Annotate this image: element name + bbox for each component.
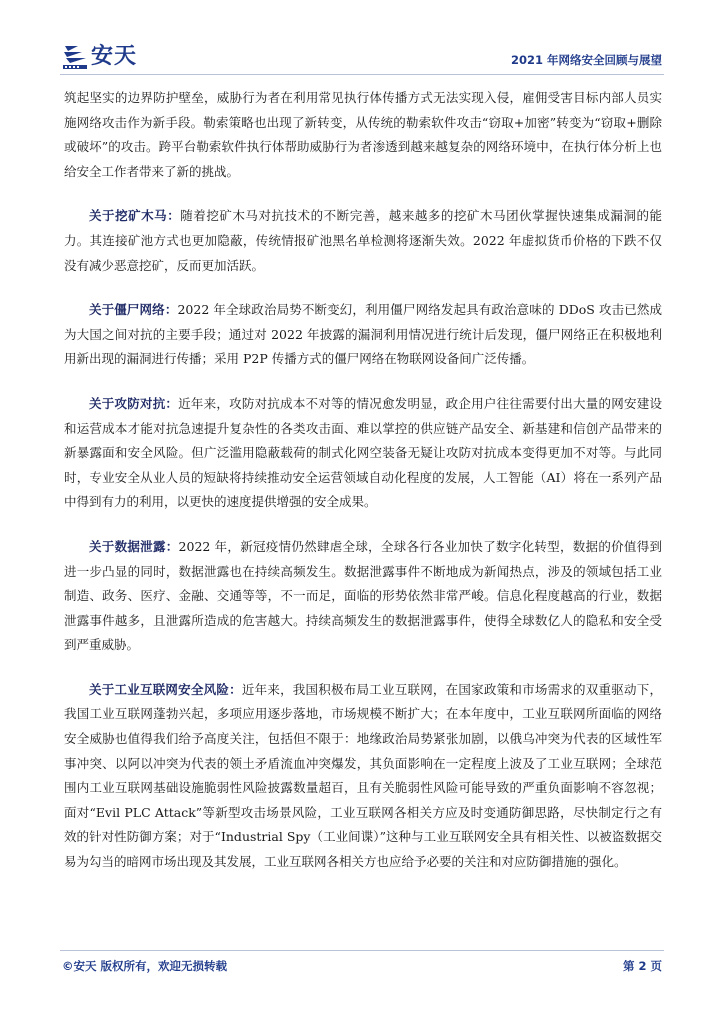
- page-number: 第 2 页: [622, 959, 662, 973]
- paragraph-text: 2022 年，新冠疫情仍然肆虐全球，全球各行各业加快了数字化转型，数据的价值得到进一步凸显的同时，数据泄露也在持续高频发生。数据泄露事件不断地成为新闻热点，涉及的领域包括工业制造、政务、医疗、金融、交通等等，不一而足，面临的形势依然非常严峻。信息化程度越高的行业，数据泄露事件越多，且泄露所造成的危害越大。持续高频发生的数据泄露事件，使得全球数亿人的隐私和安全受到严重威胁。: [64, 538, 662, 653]
- document-title: 2021 年网络安全回顾与展望: [510, 53, 662, 67]
- footer-divider: [60, 950, 664, 951]
- antiy-logo-icon: [62, 42, 88, 70]
- paragraph-term: 关于数据泄露：: [89, 538, 179, 554]
- paragraph-term: 关于挖矿木马：: [89, 208, 181, 224]
- paragraph-term: 关于攻防对抗：: [89, 395, 179, 411]
- paragraph-text: 随着挖矿木马对抗技术的不断完善，越来越多的挖矿木马团伙掌握快速集成漏洞的能力。其连接矿池方式也更加隐蔽，传统情报矿池黑名单检测将逐渐失效。2022 年虚拟货币价格的下跌不仅没有减少恶意挖矿，反而更加活跃。: [64, 208, 662, 273]
- paragraph-text: 近年来，攻防对抗成本不对等的情况愈发明显，政企用户往往需要付出大量的网安建设和运营成本才能对抗急速提升复杂性的各类攻击面、难以掌控的供应链产品安全、新基建和信创产品带来的新暴露面和安全风险。但广泛滥用隐蔽载荷的制式化网空装备无疑让攻防对抗成本变得更加不对等。与此同时，专业安全从业人员的短缺将持续推动安全运营领域自动化程度的发展，人工智能（AI）将在一系列产品中得到有力的利用，以更快的速度提供增强的安全成果。: [64, 395, 662, 510]
- paragraph-intro: [64, 86, 662, 184]
- paragraph-term: 关于僵尸网络：: [89, 302, 178, 318]
- paragraph-industrial-internet: [64, 678, 662, 875]
- paragraph-offense-defense: [64, 392, 662, 515]
- paragraph-term: 关于工业互联网安全风险：: [89, 681, 242, 697]
- logo-text: 安天: [91, 44, 138, 69]
- copyright-notice: ©安天 版权所有，欢迎无损转载: [62, 959, 228, 973]
- paragraph-text: 2022 年全球政治局势不断变幻，利用僵尸网络发起具有政治意味的 DDoS 攻击已然成为大国之间对抗的主要手段；通过对 2022 年披露的漏洞利用情况进行统计后发现，僵尸网络正在积极地利用新出现的漏洞进行传播；采用 P2P 传播方式的僵尸网络在物联网设备间广泛传播。: [64, 302, 662, 367]
- paragraph-data-leak: [64, 535, 662, 658]
- paragraph-text: 近年来，我国积极布局工业互联网，在国家政策和市场需求的双重驱动下，我国工业互联网蓬勃兴起，多项应用逐步落地，市场规模不断扩大；在本年度中，工业互联网所面临的网络安全威胁也值得我们给予高度关注，包括但不限于：地缘政治局势紧张加剧，以俄乌冲突为代表的区域性军事冲突、以阿以冲突为代表的领土矛盾流血冲突爆发，其负面影响在一定程度上波及了工业互联网；全球范围内工业互联网基础设施脆弱性风险披露数量超百，且有关脆弱性风险可能导致的严重负面影响不容忽视；面对“Evil PLC Attack”等新型攻击场景风险，工业互联网各相关方应及时变通防御思路，尽快制定行之有效的针对性防御方案；对于“Industrial Spy（工业间谍）”这种与工业互联网安全具有相关性、以被盗数据交易为勾当的暗网市场出现及其发展，工业互联网各相关方也应给予必要的关注和对应防御措施的强化。: [64, 681, 662, 870]
- logo: [62, 42, 137, 70]
- paragraph-text: 筑起坚实的边界防护壁垒，威胁行为者在利用常见执行体传播方式无法实现入侵，雇佣受害目标内部人员实施网络攻击作为新手段。勒索策略也出现了新转变，从传统的勒索软件攻击“窃取+加密”转变为“窃取+删除或破坏”的攻击。跨平台勒索软件执行体帮助威胁行为者渗透到越来越复杂的网络环境中，在执行体分析上也给安全工作者带来了新的挑战。: [64, 90, 662, 179]
- paragraph-botnet: [64, 298, 662, 372]
- paragraph-mining-trojan: [64, 204, 662, 278]
- page-header: [0, 0, 724, 78]
- header-divider: [60, 74, 664, 75]
- page-body: [64, 86, 662, 895]
